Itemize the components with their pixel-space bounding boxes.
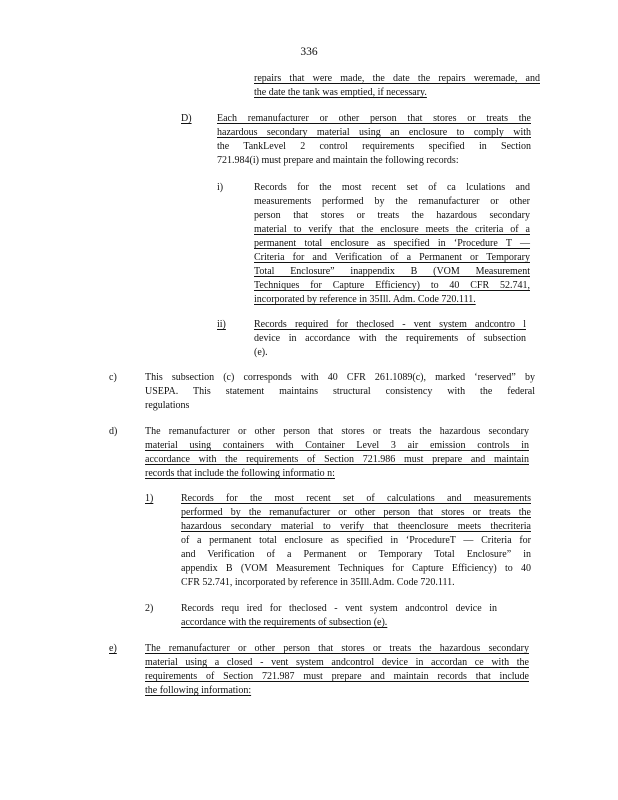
- text-line: measurements performed by the remanufacturer or other: [254, 196, 530, 207]
- paragraph-text: [181, 602, 497, 630]
- text-line: hazardous secondary material to verify that theenclosure meets thecriteria: [181, 521, 531, 532]
- paragraph-text: [254, 181, 530, 307]
- text-line: appendix B (VOM Measurement Techniques for Capture Efficiency) to 40: [181, 563, 531, 574]
- text-line: CFR 52.741, incorporated by reference in 35Ill.Adm. Code 720.111.: [181, 577, 455, 588]
- text-line: Records requ ired for theclosed - vent system andcontrol device in: [181, 603, 497, 614]
- text-line: of a permanent total enclosure as specified in ‘ProcedureT — Criteria for: [181, 535, 531, 546]
- text-line: repairs that were made, the date the repairs weremade, and: [254, 73, 540, 84]
- text-line: The remanufacturer or other person that stores or treats the hazardous secondary: [145, 643, 529, 654]
- paragraph-text: [254, 318, 526, 360]
- text-line: the TankLevel 2 control requirements specified in Section: [217, 141, 531, 152]
- text-line: Records for the most recent set of calculations and measurements: [181, 493, 531, 504]
- text-line: device in accordance with the requirements of subsection: [254, 333, 526, 344]
- text-line: USEPA. This statement maintains structural consistency with the federal: [145, 386, 535, 397]
- item-label: d): [109, 426, 118, 437]
- paragraph-text: [217, 112, 531, 168]
- paragraph-text: [145, 642, 529, 698]
- paragraph-text: [145, 425, 529, 481]
- item-label: i): [217, 182, 224, 193]
- text-line: 721.984(i) must prepare and maintain the following records:: [217, 155, 459, 166]
- text-line: regulations: [145, 400, 190, 411]
- text-line: material using containers with Container Level 3 air emission controls in: [145, 440, 529, 451]
- text-line: The remanufacturer or other person that stores or treats the hazardous secondary: [145, 426, 529, 437]
- text-line: person that stores or treats the hazardous secondary: [254, 210, 530, 221]
- text-line: Techniques for Capture Efficiency) to 40 CFR 52.741,: [254, 280, 530, 291]
- text-line: Criteria for and Verification of a Permanent or Temporary: [254, 252, 530, 263]
- text-line: material using a closed - vent system andcontrol device in accordan ce with the: [145, 657, 529, 668]
- text-line: incorporated by reference in 35Ill. Adm. Code 720.111.: [254, 294, 476, 305]
- text-line: records that include the following informatio n:: [145, 468, 335, 479]
- item-label: ii): [217, 319, 226, 330]
- text-line: This subsection (c) corresponds with 40 CFR 261.1089(c), marked ‘reserved” by: [145, 372, 535, 383]
- text-line: the date the tank was emptied, if necessary.: [254, 87, 427, 98]
- item-label: 2): [145, 603, 154, 614]
- text-line: the following information:: [145, 685, 252, 696]
- text-line: hazardous secondary material using an enclosure to comply with: [217, 127, 531, 138]
- text-line: requirements of Section 721.987 must prepare and maintain records that include: [145, 671, 529, 682]
- item-label: c): [109, 372, 117, 383]
- text-line: Records required for theclosed - vent system andcontro l: [254, 319, 526, 330]
- item-label: D): [181, 113, 192, 124]
- text-line: Records for the most recent set of ca lculations and: [254, 182, 530, 193]
- text-line: and Verification of a Permanent or Temporary Total Enclosure” in: [181, 549, 531, 560]
- text-line: (e).: [254, 347, 268, 358]
- text-line: accordance with the requirements of Section 721.986 must prepare and maintain: [145, 454, 529, 465]
- text-line: accordance with the requirements of subsection (e).: [181, 617, 388, 628]
- item-label: e): [109, 643, 117, 654]
- text-line: performed by the remanufacturer or other person that stores or treats the: [181, 507, 531, 518]
- text-line: Total Enclosure” inappendix B (VOM Measurement: [254, 266, 530, 277]
- item-label: 1): [145, 493, 154, 504]
- paragraph-text: [254, 72, 540, 100]
- text-line: material to verify that the enclosure meets the criteria of a: [254, 224, 530, 235]
- paragraph-text: [181, 492, 531, 590]
- paragraph-text: [145, 371, 535, 413]
- text-line: permanent total enclosure as specified in ‘Procedure T —: [254, 238, 530, 249]
- page-number: 336: [300, 46, 318, 58]
- text-line: Each remanufacturer or other person that stores or treats the: [217, 113, 531, 124]
